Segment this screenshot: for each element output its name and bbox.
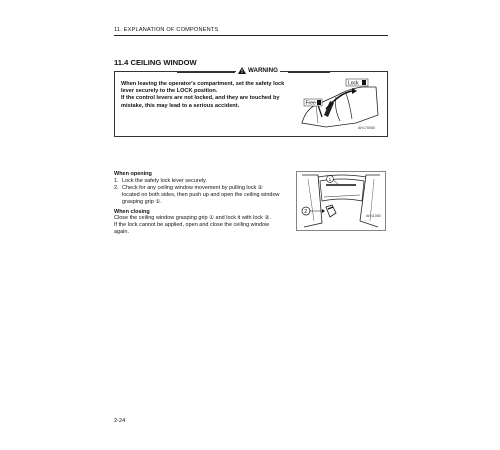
step-text: Check for any ceiling window movement by pulling lock ② [122, 184, 263, 191]
callout-1: 1 [328, 177, 332, 182]
warning-line: If the control levers are not locked, and they are touched by [121, 95, 280, 102]
closing-text: Close the ceiling window grasping grip ① and lock it with lock ②. [114, 215, 271, 222]
opening-step [114, 185, 290, 206]
header-rule [114, 35, 388, 36]
instructions [114, 171, 290, 236]
free-label: Free [305, 100, 316, 107]
figure1-code: AH170050 [358, 126, 375, 130]
callout-2: 2 [304, 209, 308, 215]
warning-line: When leaving the operator's compartment, set the safety lock [121, 81, 285, 87]
warning-line: lever securely to the LOCK position. [121, 88, 218, 95]
step-number: 1. [114, 177, 119, 184]
opening-step [114, 178, 290, 185]
lock-label: Lock [348, 80, 359, 87]
warning-line: mistake, this may lead to a serious accident. [121, 102, 240, 109]
warning-triangle-icon [238, 67, 246, 74]
ceiling-window-figure [296, 171, 386, 231]
closing-text: again. [114, 229, 129, 236]
warning-label-text: WARNING [248, 67, 278, 74]
step-text: Lock the safety lock lever securely. [122, 177, 207, 184]
chapter-header: 11. EXPLANATION OF COMPONENTS [114, 27, 219, 33]
opening-heading: When opening [114, 171, 152, 177]
figure2-code: AH11050 [366, 214, 381, 218]
page-number: 2-24 [114, 418, 126, 424]
warning-rule-left [177, 72, 235, 73]
step-number: 2. [114, 184, 119, 191]
warning-label [236, 67, 280, 74]
closing-text: If the lock cannot be applied, open and close the ceiling window [114, 222, 270, 229]
safety-lock-lever-figure [296, 75, 384, 131]
warning-text [121, 81, 303, 110]
closing-heading: When closing [114, 208, 150, 215]
step-text: grasping grip ①. [122, 198, 162, 205]
warning-rule-right [288, 72, 330, 73]
section-title: 11.4 CEILING WINDOW [114, 58, 197, 67]
step-text: located on both sides, then push up and open the ceiling window [122, 191, 280, 198]
